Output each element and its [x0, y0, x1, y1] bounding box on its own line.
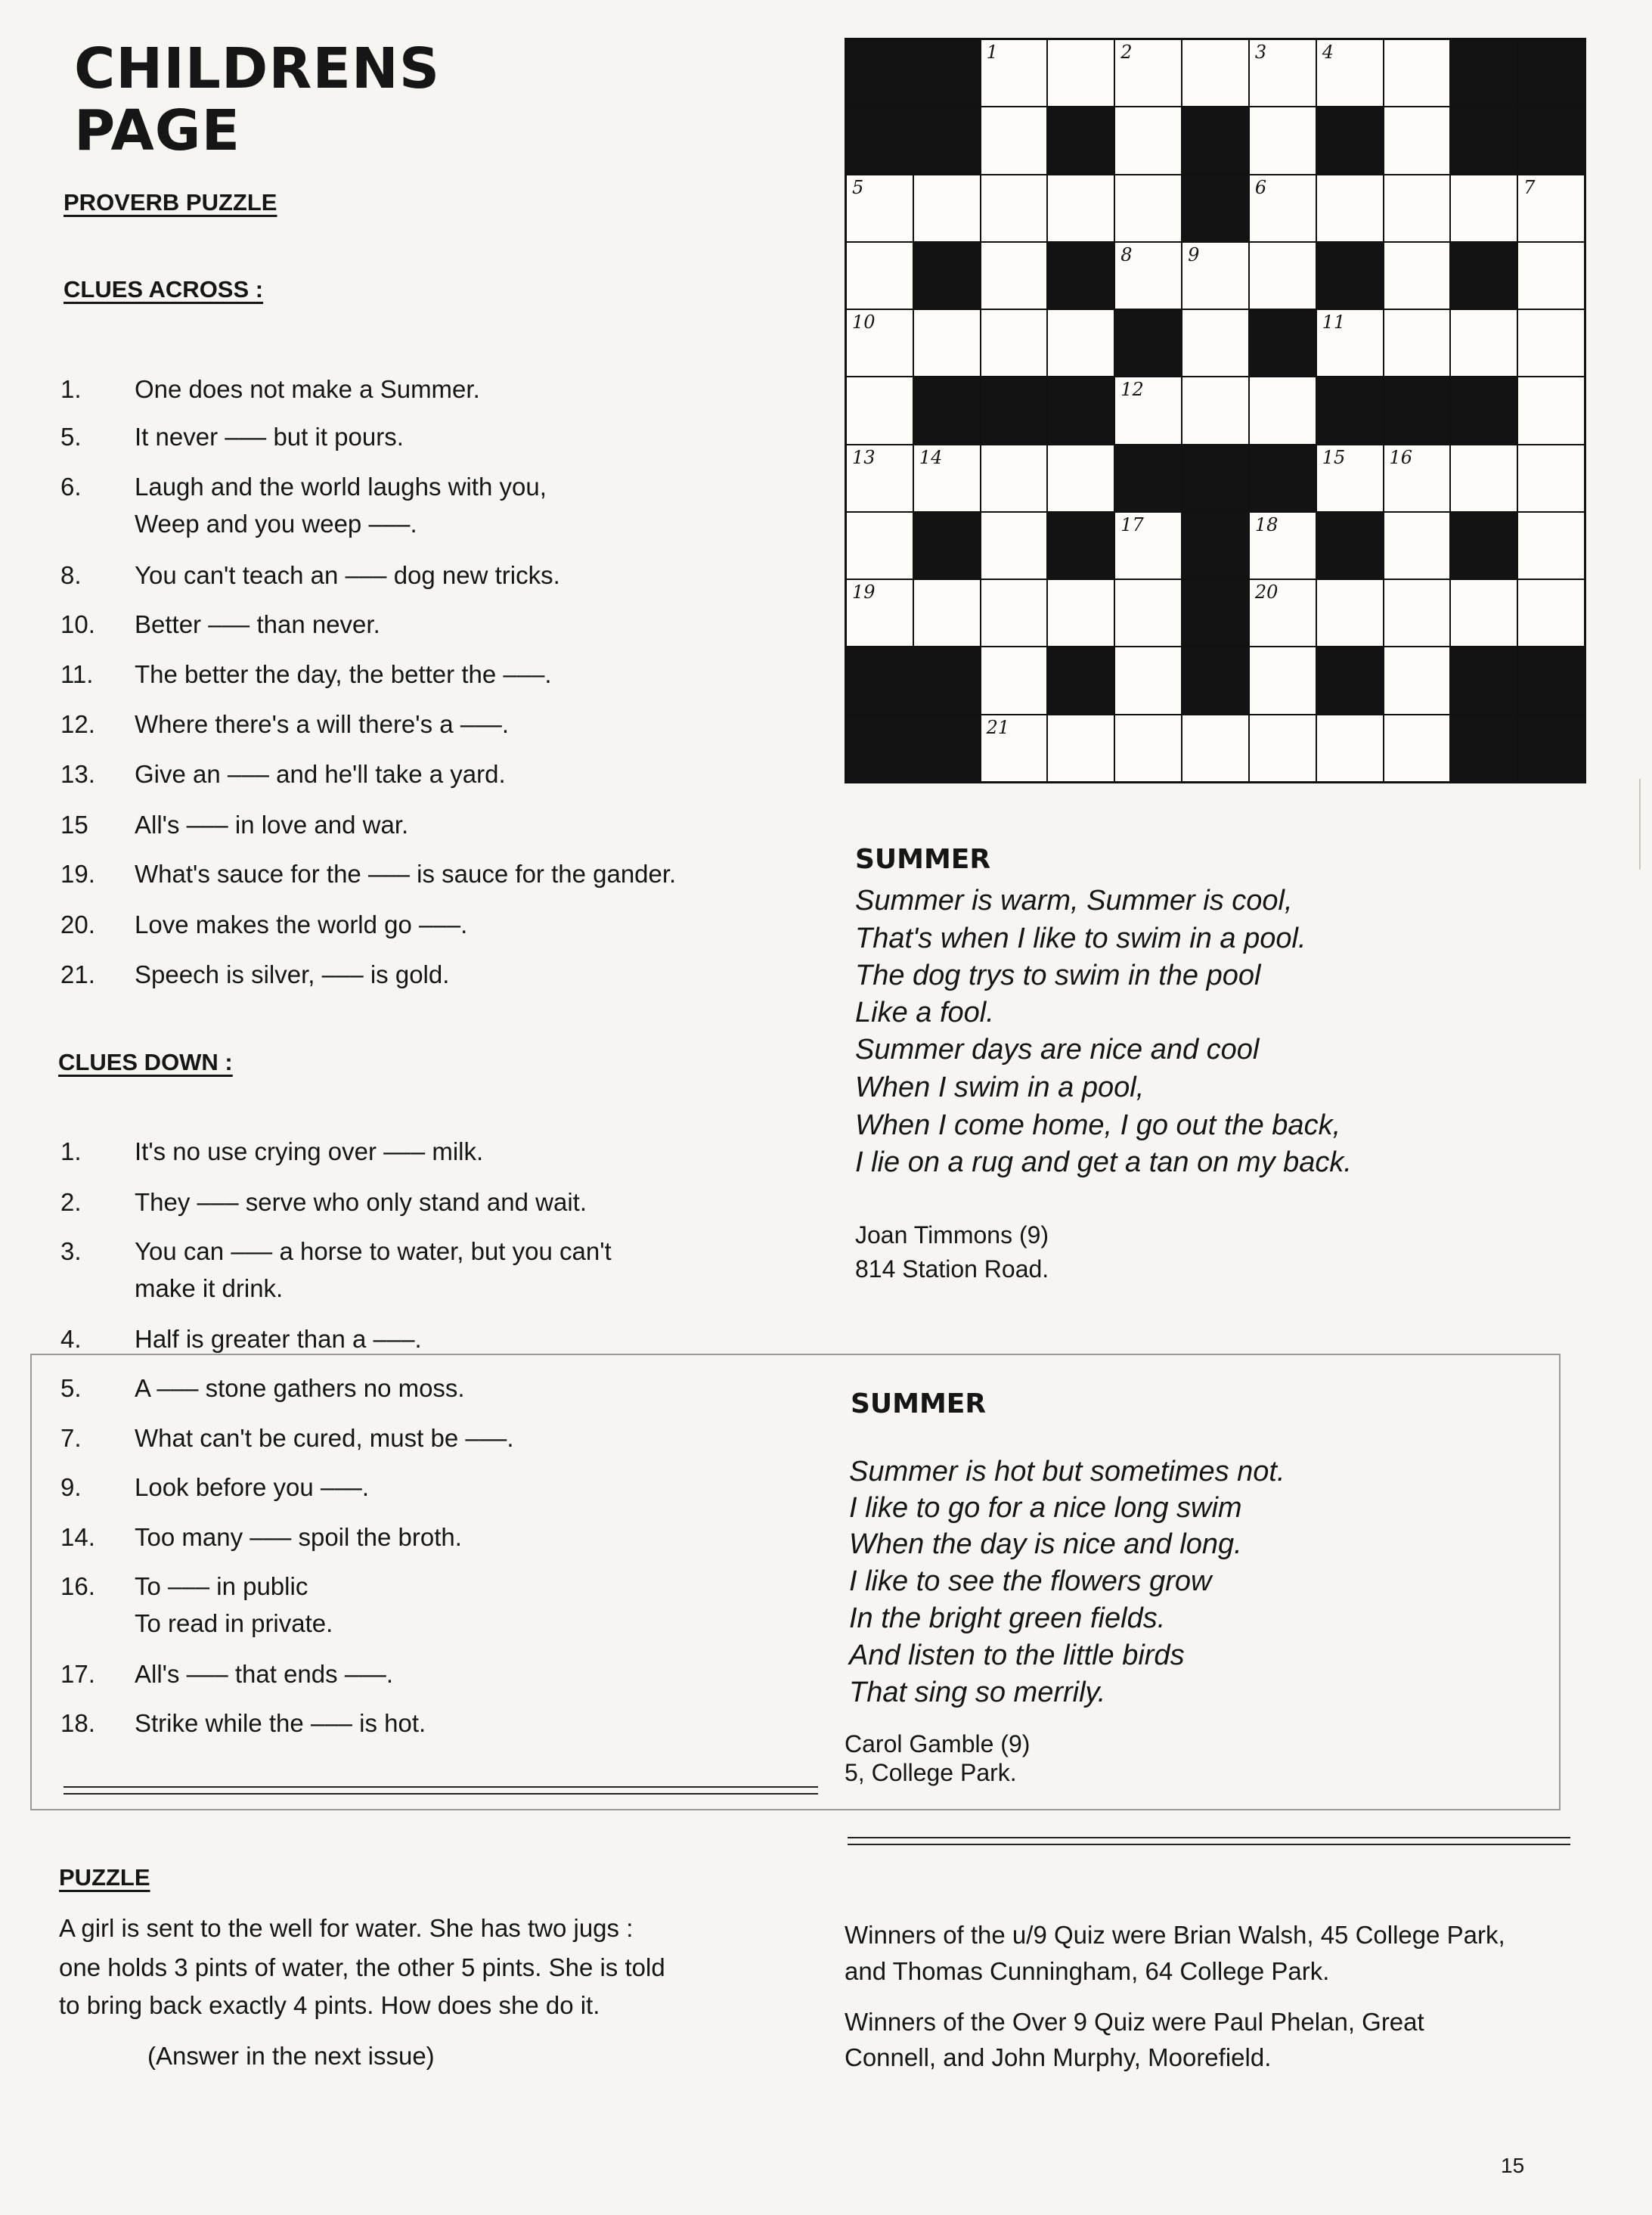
- black-square: [1384, 377, 1450, 443]
- crossword-cell: [1384, 715, 1450, 781]
- black-square: [1048, 513, 1114, 579]
- crossword-cell: [1115, 377, 1181, 443]
- cell-number: 7: [1523, 176, 1536, 198]
- crossword-cell: [847, 310, 913, 376]
- clue-number: 1.: [60, 1137, 82, 1165]
- puzzle-answer-note: (Answer in the next issue): [147, 2042, 435, 2070]
- black-square: [1182, 445, 1248, 511]
- clue-text: Better ––– than never.: [135, 610, 380, 638]
- crossword-cell: [1384, 310, 1450, 376]
- clue-text: Half is greater than a –––.: [135, 1325, 422, 1353]
- page-title: [74, 38, 440, 162]
- black-square: [1182, 647, 1248, 713]
- black-square: [1048, 377, 1114, 443]
- cell-number: 8: [1120, 244, 1133, 265]
- clue-number: 13.: [60, 760, 95, 788]
- black-square: [1048, 647, 1114, 713]
- clue-text: To ––– in public: [135, 1572, 308, 1600]
- crossword-cell: [1518, 377, 1584, 443]
- crossword-cell: [1384, 107, 1450, 173]
- black-square: [1182, 513, 1248, 579]
- crossword-cell: [1250, 40, 1316, 106]
- black-square: [1250, 445, 1316, 511]
- black-square: [1048, 243, 1114, 309]
- crossword-cell: [981, 107, 1047, 173]
- clue-text: One does not make a Summer.: [135, 375, 480, 403]
- clue-number: 8.: [60, 561, 82, 589]
- poem-1-address: 814 Station Road.: [855, 1255, 1049, 1283]
- black-square: [1115, 310, 1181, 376]
- crossword-cell: [1384, 175, 1450, 241]
- black-square: [1182, 580, 1248, 646]
- clue-number: 12.: [60, 710, 95, 738]
- crossword-cell: [914, 580, 980, 646]
- crossword-cell: [1317, 715, 1383, 781]
- clue-number: 10.: [60, 610, 95, 638]
- poem-1-line: The dog trys to swim in the pool: [855, 960, 1261, 991]
- clue-number: 6.: [60, 473, 82, 501]
- black-square: [847, 647, 913, 713]
- cell-number: 18: [1254, 513, 1279, 535]
- clue-number: 17.: [60, 1660, 95, 1688]
- black-square: [1182, 175, 1248, 241]
- crossword-cell: [1182, 40, 1248, 106]
- cell-number: 5: [852, 176, 864, 198]
- clue-text: It never ––– but it pours.: [135, 423, 404, 451]
- clue-number: 3.: [60, 1237, 82, 1265]
- crossword-cell: [981, 310, 1047, 376]
- crossword-cell: [847, 175, 913, 241]
- clues-across-heading: CLUES ACROSS :: [64, 276, 264, 302]
- cell-number: 3: [1254, 42, 1267, 63]
- crossword-cell: [1250, 647, 1316, 713]
- crossword-cell: [1384, 513, 1450, 579]
- poem-1-line: Summer days are nice and cool: [855, 1034, 1260, 1066]
- proverb-puzzle-heading: PROVERB PUZZLE: [64, 189, 277, 216]
- clue-number: 18.: [60, 1709, 95, 1737]
- title-line-1: CHILDRENS: [74, 36, 441, 101]
- black-square: [914, 647, 980, 713]
- clue-text-continued: make it drink.: [135, 1274, 284, 1302]
- clue-number: 19.: [60, 860, 95, 888]
- black-square: [847, 715, 913, 781]
- crossword-cell: [1048, 445, 1114, 511]
- crossword-cell: [1518, 445, 1584, 511]
- poem-1-line: When I come home, I go out the back,: [855, 1109, 1341, 1141]
- crossword-cell: [1048, 310, 1114, 376]
- cell-number: 15: [1322, 446, 1346, 468]
- crossword-cell: [914, 175, 980, 241]
- black-square: [914, 40, 980, 106]
- crossword-cell: [981, 715, 1047, 781]
- crossword-cell: [1317, 445, 1383, 511]
- poem-2-title: SUMMER: [851, 1388, 987, 1419]
- black-square: [1518, 647, 1584, 713]
- divider: [848, 1837, 1570, 1838]
- black-square: [1451, 715, 1517, 781]
- crossword-cell: [1384, 445, 1450, 511]
- clue-text: Too many ––– spoil the broth.: [135, 1523, 462, 1551]
- crossword-cell: [1182, 243, 1248, 309]
- poem-2-line: I like to see the flowers grow: [849, 1565, 1212, 1597]
- crossword-grid: [845, 38, 1586, 783]
- crossword-cell: [1182, 377, 1248, 443]
- crossword-cell: [1115, 40, 1181, 106]
- crossword-cell: [981, 40, 1047, 106]
- black-square: [1451, 377, 1517, 443]
- clue-text: Where there's a will there's a –––.: [135, 710, 509, 738]
- black-square: [981, 377, 1047, 443]
- cell-number: 16: [1389, 446, 1413, 468]
- crossword-cell: [1384, 243, 1450, 309]
- black-square: [914, 513, 980, 579]
- cell-number: 2: [1120, 42, 1133, 63]
- black-square: [1048, 107, 1114, 173]
- cell-number: 21: [986, 716, 1010, 738]
- cell-number: 20: [1254, 582, 1279, 603]
- poem-2-line: In the bright green fields.: [849, 1602, 1166, 1634]
- crossword-cell: [1250, 377, 1316, 443]
- clue-number: 1.: [60, 375, 82, 403]
- poem-2-line: When the day is nice and long.: [849, 1528, 1242, 1560]
- crossword-cell: [1317, 310, 1383, 376]
- poem-1-line: That's when I like to swim in a pool.: [855, 923, 1306, 954]
- clue-text: All's ––– in love and war.: [135, 811, 409, 839]
- clue-text-continued: Weep and you weep –––.: [135, 510, 417, 538]
- crossword-cell: [1518, 243, 1584, 309]
- crossword-cell: [981, 647, 1047, 713]
- crossword-cell: [1451, 310, 1517, 376]
- clue-text: It's no use crying over ––– milk.: [135, 1137, 484, 1165]
- poem-2-line: Summer is hot but sometimes not.: [849, 1456, 1285, 1488]
- clue-number: 9.: [60, 1473, 82, 1501]
- cell-number: 1: [986, 42, 998, 63]
- crossword-cell: [1115, 580, 1181, 646]
- divider: [64, 1786, 818, 1788]
- crossword-cell: [847, 445, 913, 511]
- black-square: [1317, 377, 1383, 443]
- puzzle-text-line: A girl is sent to the well for water. She has two jugs :: [59, 1914, 634, 1942]
- clue-number: 20.: [60, 911, 95, 938]
- poem-2-address: 5, College Park.: [845, 1759, 1017, 1786]
- crossword-cell: [1115, 243, 1181, 309]
- clue-number: 5.: [60, 423, 82, 451]
- crossword-cell: [1250, 513, 1316, 579]
- cell-number: 17: [1120, 513, 1144, 535]
- crossword-cell: [1317, 175, 1383, 241]
- black-square: [847, 107, 913, 173]
- crossword-cell: [1451, 175, 1517, 241]
- black-square: [914, 377, 980, 443]
- page-edge: [1639, 779, 1652, 870]
- black-square: [1250, 310, 1316, 376]
- clue-text-continued: To read in private.: [135, 1609, 333, 1637]
- crossword-cell: [981, 445, 1047, 511]
- crossword-cell: [1115, 513, 1181, 579]
- black-square: [1317, 107, 1383, 173]
- clue-text: They ––– serve who only stand and wait.: [135, 1188, 587, 1216]
- clue-number: 7.: [60, 1424, 82, 1452]
- poem-1-line: Summer is warm, Summer is cool,: [855, 885, 1293, 917]
- clue-text: What can't be cured, must be –––.: [135, 1424, 514, 1452]
- clue-text: Laugh and the world laughs with you,: [135, 473, 547, 501]
- puzzle-heading: PUZZLE: [59, 1864, 150, 1891]
- crossword-cell: [1115, 107, 1181, 173]
- clue-number: 5.: [60, 1374, 82, 1402]
- cell-number: 19: [852, 582, 876, 603]
- crossword-cell: [1384, 40, 1450, 106]
- clue-text: Strike while the ––– is hot.: [135, 1709, 426, 1737]
- crossword-cell: [914, 310, 980, 376]
- poem-1-author: Joan Timmons (9): [855, 1221, 1049, 1249]
- page-number: 15: [1501, 2154, 1525, 2177]
- poem-1-title: SUMMER: [855, 844, 991, 875]
- crossword-cell: [1384, 647, 1450, 713]
- crossword-cell: [1451, 580, 1517, 646]
- clue-text: Look before you –––.: [135, 1473, 370, 1501]
- winners-line: and Thomas Cunningham, 64 College Park.: [845, 1957, 1330, 1985]
- crossword-cell: [981, 580, 1047, 646]
- crossword-cell: [981, 243, 1047, 309]
- crossword-cell: [1250, 243, 1316, 309]
- crossword-cell: [847, 513, 913, 579]
- winners-line: Connell, and John Murphy, Moorefield.: [845, 2043, 1272, 2071]
- cell-number: 13: [852, 446, 876, 468]
- crossword-cell: [1048, 175, 1114, 241]
- bleed-through-box: [30, 1354, 1561, 1810]
- crossword-cell: [1451, 445, 1517, 511]
- divider: [848, 1844, 1570, 1845]
- clue-text: Give an ––– and he'll take a yard.: [135, 760, 506, 788]
- crossword-cell: [1182, 310, 1248, 376]
- black-square: [1115, 445, 1181, 511]
- black-square: [1451, 647, 1517, 713]
- crossword-cell: [981, 513, 1047, 579]
- black-square: [1317, 513, 1383, 579]
- crossword-cell: [1384, 580, 1450, 646]
- clue-text: You can't teach an ––– dog new tricks.: [135, 561, 560, 589]
- poem-2-author: Carol Gamble (9): [845, 1730, 1031, 1757]
- crossword-cell: [1518, 580, 1584, 646]
- clue-number: 2.: [60, 1188, 82, 1216]
- crossword-cell: [1317, 580, 1383, 646]
- clues-down-heading: CLUES DOWN :: [58, 1049, 233, 1075]
- black-square: [1451, 40, 1517, 106]
- crossword-cell: [981, 175, 1047, 241]
- black-square: [914, 107, 980, 173]
- cell-number: 6: [1254, 176, 1267, 198]
- clue-number: 11.: [60, 660, 94, 688]
- winners-line: Winners of the u/9 Quiz were Brian Walsh, 45 College Park,: [845, 1921, 1505, 1949]
- clue-text: What's sauce for the ––– is sauce for the gander.: [135, 860, 677, 888]
- black-square: [1518, 40, 1584, 106]
- black-square: [1317, 243, 1383, 309]
- crossword-cell: [847, 580, 913, 646]
- puzzle-text-line: to bring back exactly 4 pints. How does she do it.: [59, 1991, 600, 2019]
- black-square: [914, 243, 980, 309]
- clue-number: 21.: [60, 960, 95, 988]
- crossword-cell: [847, 243, 913, 309]
- black-square: [1182, 107, 1248, 173]
- clue-text: A ––– stone gathers no moss.: [135, 1374, 465, 1402]
- cell-number: 12: [1120, 379, 1144, 401]
- clue-text: Speech is silver, ––– is gold.: [135, 960, 450, 988]
- winners-line: Winners of the Over 9 Quiz were Paul Phelan, Great: [845, 2008, 1424, 2036]
- cell-number: 9: [1188, 244, 1200, 265]
- crossword-cell: [1048, 715, 1114, 781]
- poem-2-line: I like to go for a nice long swim: [849, 1492, 1242, 1524]
- crossword-cell: [1250, 175, 1316, 241]
- clue-number: 16.: [60, 1572, 95, 1600]
- crossword-cell: [1518, 310, 1584, 376]
- black-square: [1451, 107, 1517, 173]
- crossword-cell: [1250, 107, 1316, 173]
- cell-number: 10: [852, 312, 876, 333]
- black-square: [1518, 715, 1584, 781]
- black-square: [1317, 647, 1383, 713]
- crossword-cell: [1115, 715, 1181, 781]
- clue-number: 14.: [60, 1523, 95, 1551]
- cell-number: 11: [1322, 312, 1346, 333]
- black-square: [1518, 107, 1584, 173]
- cell-number: 4: [1322, 42, 1334, 63]
- clue-number: 4.: [60, 1325, 82, 1353]
- crossword-cell: [1250, 715, 1316, 781]
- poem-1-line: When I swim in a pool,: [855, 1072, 1145, 1103]
- crossword-cell: [1182, 715, 1248, 781]
- puzzle-text-line: one holds 3 pints of water, the other 5 pints. She is told: [59, 1953, 665, 1981]
- black-square: [847, 40, 913, 106]
- poem-1-line: I lie on a rug and get a tan on my back.: [855, 1146, 1352, 1178]
- crossword-cell: [914, 445, 980, 511]
- crossword-cell: [1518, 513, 1584, 579]
- poem-1-line: Like a fool.: [855, 997, 994, 1028]
- clue-text: All's ––– that ends –––.: [135, 1660, 394, 1688]
- crossword-cell: [1048, 40, 1114, 106]
- black-square: [914, 715, 980, 781]
- clue-text: The better the day, the better the –––.: [135, 660, 552, 688]
- poem-2-line: That sing so merrily.: [849, 1677, 1106, 1708]
- black-square: [1451, 243, 1517, 309]
- clue-text: Love makes the world go –––.: [135, 911, 468, 938]
- crossword-cell: [1317, 40, 1383, 106]
- cell-number: 14: [919, 446, 943, 468]
- crossword-cell: [1115, 175, 1181, 241]
- crossword-cell: [1115, 647, 1181, 713]
- title-line-2: PAGE: [74, 98, 241, 163]
- divider: [64, 1793, 818, 1795]
- crossword-cell: [1518, 175, 1584, 241]
- crossword-cell: [1250, 580, 1316, 646]
- crossword-cell: [1048, 580, 1114, 646]
- poem-2-line: And listen to the little birds: [849, 1640, 1185, 1671]
- crossword-cell: [847, 377, 913, 443]
- clue-text: You can ––– a horse to water, but you can't: [135, 1237, 612, 1265]
- clue-number: 15: [60, 811, 88, 839]
- black-square: [1451, 513, 1517, 579]
